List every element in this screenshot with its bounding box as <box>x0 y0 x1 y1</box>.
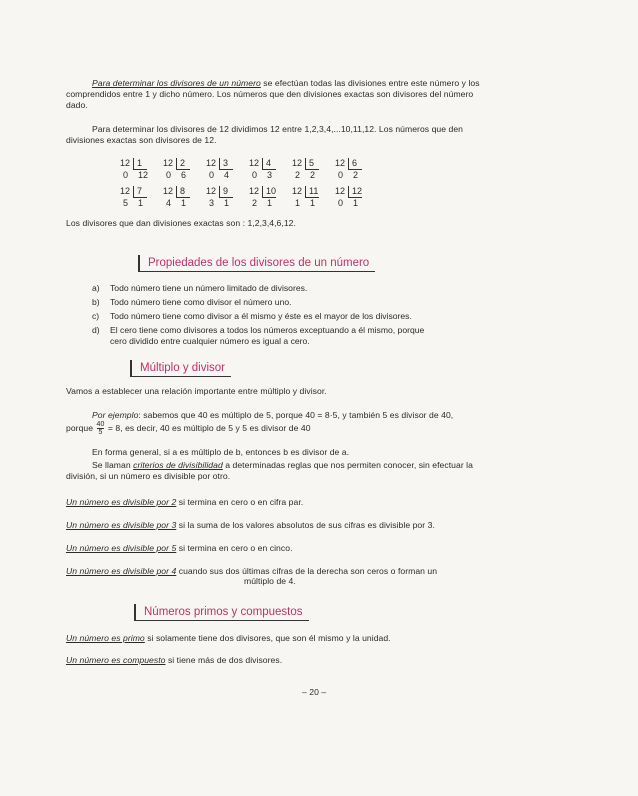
division-quotient: 2 <box>353 170 359 180</box>
division-12-by-9 <box>206 186 246 210</box>
rule-divisible-4-line2: múltiplo de 4. <box>244 576 296 586</box>
divisors-result: Los divisores que dan divisiones exactas son : 1,2,3,4,6,12. <box>66 218 296 228</box>
division-12-by-10 <box>249 186 289 210</box>
division-divisor: 5 <box>305 158 319 170</box>
example-paragraph: Para determinar los divisores de 12 dividimos 12 entre 1,2,3,4,...10,11,12. Los números que den <box>92 124 463 134</box>
division-12-by-7 <box>120 186 160 210</box>
division-dividend: 12 <box>163 186 174 196</box>
division-divisor: 10 <box>262 186 276 198</box>
property-item: d) El cero tiene como divisores a todos los números exceptuando a él mismo, porque cero dividido entre cualquier número es igual a cero. <box>92 325 425 346</box>
division-remainder: 4 <box>166 198 172 208</box>
prime-definition: Un número es primo si solamente tiene dos divisores, que son él mismo y la unidad. <box>66 633 391 643</box>
division-dividend: 12 <box>335 186 346 196</box>
division-quotient: 2 <box>310 170 316 180</box>
division-12-by-11 <box>292 186 332 210</box>
example-paragraph-line2: divisiones exactas son divisores de 12. <box>66 135 217 145</box>
division-12-by-5 <box>292 158 332 182</box>
division-dividend: 12 <box>120 186 131 196</box>
fraction: $\frac{40}{5}$ <box>96 421 105 437</box>
property-item: b) Todo número tiene como divisor el número uno. <box>92 297 292 307</box>
division-12-by-12 <box>335 186 375 210</box>
division-dividend: 12 <box>249 186 260 196</box>
rule-divisible-5: Un número es divisible por 5 si termina en cero o en cinco. <box>66 543 293 553</box>
division-divisor: 1 <box>133 158 147 170</box>
division-remainder: 0 <box>123 170 129 180</box>
division-remainder: 0 <box>338 198 344 208</box>
division-remainder: 0 <box>209 170 215 180</box>
example-line2: porque $\frac{40}{5}$ = 8, es decir, 40 es múltiplo de 5 y 5 es divisor de 40 <box>66 421 311 437</box>
rule-divisible-3: Un número es divisible por 3 si la suma de los valores absolutos de sus cifras es divisible por 3. <box>66 520 435 530</box>
rule-divisible-4: Un número es divisible por 4 cuando sus dos últimas cifras de la derecha son ceros o forman un <box>66 566 438 576</box>
division-dividend: 12 <box>249 158 260 168</box>
division-remainder: 3 <box>209 198 215 208</box>
section-heading-divisor-properties: Propiedades de los divisores de un número <box>138 255 375 272</box>
division-dividend: 12 <box>206 158 217 168</box>
division-remainder: 0 <box>252 170 258 180</box>
division-12-by-4 <box>249 158 289 182</box>
criteria-definition-line2: división, si un número es divisible por otro. <box>66 471 231 481</box>
division-quotient: 4 <box>224 170 230 180</box>
general-statement: En forma general, si a es múltiplo de b, entonces b es divisor de a. <box>92 447 350 457</box>
division-dividend: 12 <box>292 186 303 196</box>
division-divisor: 6 <box>348 158 362 170</box>
division-quotient: 1 <box>353 198 359 208</box>
division-quotient: 12 <box>138 170 149 180</box>
division-dividend: 12 <box>163 158 174 168</box>
page-number: – 20 – <box>302 687 327 697</box>
division-quotient: 3 <box>267 170 273 180</box>
division-divisor: 9 <box>219 186 233 198</box>
division-dividend: 12 <box>335 158 346 168</box>
composite-definition: Un número es compuesto si tiene más de dos divisores. <box>66 655 283 665</box>
division-12-by-6 <box>335 158 375 182</box>
division-remainder: 2 <box>252 198 258 208</box>
division-divisor: 3 <box>219 158 233 170</box>
division-12-by-3 <box>206 158 246 182</box>
division-divisor: 4 <box>262 158 276 170</box>
division-quotient: 1 <box>181 198 187 208</box>
division-quotient: 6 <box>181 170 187 180</box>
division-dividend: 12 <box>120 158 131 168</box>
relation-intro: Vamos a establecer una relación importante entre múltiplo y divisor. <box>66 386 327 396</box>
intro-paragraph-line3: dado. <box>66 100 88 110</box>
division-divisor: 2 <box>176 158 190 170</box>
division-remainder: 1 <box>295 198 301 208</box>
property-item: a) Todo número tiene un número limitado de divisores. <box>92 283 308 293</box>
division-remainder: 0 <box>166 170 172 180</box>
division-divisor: 11 <box>305 186 319 198</box>
intro-paragraph-line2: comprendidos entre 1 y dicho número. Los números que den divisiones exactas son divisores del número <box>66 89 474 99</box>
division-quotient: 1 <box>138 198 144 208</box>
section-heading-primes-composites: Números primos y compuestos <box>134 604 309 621</box>
property-item: c) Todo número tiene como divisor a él mismo y éste es el mayor de los divisores. <box>92 311 412 321</box>
criteria-definition: Se llaman criterios de divisibilidad a determinadas reglas que nos permiten conocer, sin efectuar la <box>92 460 473 470</box>
division-quotient: 1 <box>224 198 230 208</box>
division-divisor: 12 <box>348 186 362 198</box>
division-12-by-1 <box>120 158 160 182</box>
term-determine-divisors: Para determinar los divisores de un número <box>92 78 261 88</box>
division-12-by-2 <box>163 158 203 182</box>
division-divisor: 8 <box>176 186 190 198</box>
division-remainder: 0 <box>338 170 344 180</box>
division-quotient: 1 <box>310 198 316 208</box>
example-line: Por ejemplo: sabemos que 40 es múltiplo de 5, porque 40 = 8·5, y también 5 es divisor de 40, <box>92 410 454 420</box>
section-heading-multiple-divisor: Múltiplo y divisor <box>130 360 231 377</box>
intro-paragraph: Para determinar los divisores de un número se efectúan todas las divisiones entre este número y los <box>92 78 480 88</box>
division-dividend: 12 <box>206 186 217 196</box>
division-12-by-8 <box>163 186 203 210</box>
division-remainder: 2 <box>295 170 301 180</box>
division-quotient: 1 <box>267 198 273 208</box>
rule-divisible-2: Un número es divisible por 2 si termina en cero o en cifra par. <box>66 497 304 507</box>
division-divisor: 7 <box>133 186 147 198</box>
division-dividend: 12 <box>292 158 303 168</box>
division-remainder: 5 <box>123 198 129 208</box>
